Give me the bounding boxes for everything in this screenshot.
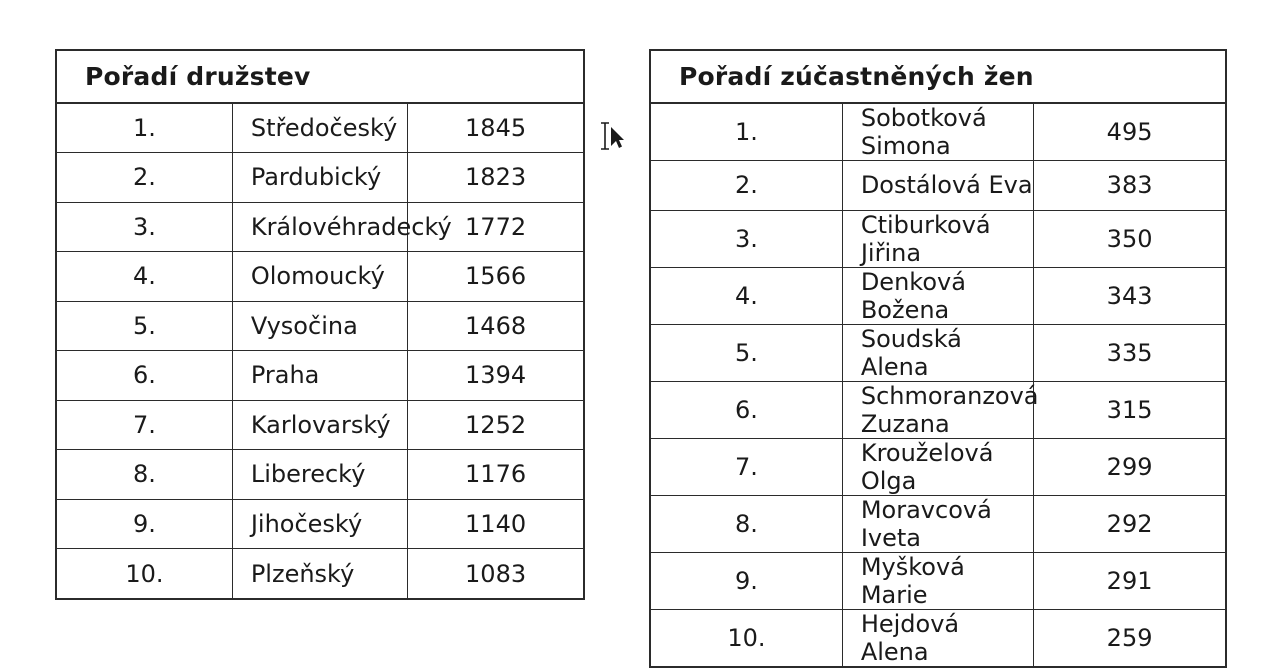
value-cell: 343 [1034,267,1225,324]
value-cell: 299 [1034,438,1225,495]
value-cell: 292 [1034,495,1225,552]
value-cell: 335 [1034,324,1225,381]
table-row [651,103,1225,161]
name-cell: Plzeňský [232,549,407,599]
table-row [651,609,1225,666]
name-cell: Soudská Alena [842,324,1033,381]
name-cell: Dostálová Eva [842,161,1033,211]
value-cell: 1083 [408,549,583,599]
women-table [651,51,1225,666]
rank-cell: 4. [651,267,842,324]
value-cell: 1252 [408,400,583,450]
name-cell: Myšková Marie [842,552,1033,609]
rank-cell: 5. [651,324,842,381]
women-table-head [651,51,1225,103]
rank-cell: 10. [651,609,842,666]
table-row [57,103,583,153]
value-cell: 1468 [408,301,583,351]
teams-table-body [57,103,583,598]
table-row [651,495,1225,552]
table-row [57,252,583,302]
table-row [651,552,1225,609]
teams-table-header-row [57,51,583,103]
value-cell: 350 [1034,210,1225,267]
rank-cell: 6. [651,381,842,438]
teams-table-title: Pořadí družstev [57,51,583,103]
name-cell: Olomoucký [232,252,407,302]
rank-cell: 9. [57,499,232,549]
women-table-header-row [651,51,1225,103]
rank-cell: 8. [651,495,842,552]
name-cell: Moravcová Iveta [842,495,1033,552]
value-cell: 1140 [408,499,583,549]
value-cell: 1823 [408,153,583,203]
table-row [57,202,583,252]
rank-cell: 5. [57,301,232,351]
rank-cell: 10. [57,549,232,599]
value-cell: 495 [1034,103,1225,161]
name-cell: Karlovarský [232,400,407,450]
rank-cell: 7. [651,438,842,495]
table-row [651,381,1225,438]
value-cell: 1394 [408,351,583,401]
rank-cell: 3. [57,202,232,252]
teams-table [57,51,583,598]
value-cell: 1566 [408,252,583,302]
name-cell: Středočeský [232,103,407,153]
women-table-title: Pořadí zúčastněných žen [651,51,1225,103]
name-cell: Schmoranzová Zuzana [842,381,1033,438]
rank-cell: 3. [651,210,842,267]
table-row [57,450,583,500]
text-cursor-icon [598,122,624,152]
table-row [57,499,583,549]
name-cell: Ctiburková Jiřina [842,210,1033,267]
value-cell: 291 [1034,552,1225,609]
teams-table-head [57,51,583,103]
table-row [57,549,583,599]
women-ranking-table [649,49,1227,668]
rank-cell: 7. [57,400,232,450]
value-cell: 315 [1034,381,1225,438]
table-row [57,153,583,203]
table-row [57,400,583,450]
table-row [57,351,583,401]
table-row [651,324,1225,381]
name-cell: Denková Božena [842,267,1033,324]
value-cell: 383 [1034,161,1225,211]
rank-cell: 9. [651,552,842,609]
table-row [651,210,1225,267]
rank-cell: 8. [57,450,232,500]
rank-cell: 1. [57,103,232,153]
value-cell: 259 [1034,609,1225,666]
name-cell: Krouželová Olga [842,438,1033,495]
rank-cell: 2. [57,153,232,203]
value-cell: 1176 [408,450,583,500]
name-cell: Jihočeský [232,499,407,549]
table-row [651,161,1225,211]
rank-cell: 4. [57,252,232,302]
name-cell: Liberecký [232,450,407,500]
name-cell: Sobotková Simona [842,103,1033,161]
name-cell: Vysočina [232,301,407,351]
value-cell: 1845 [408,103,583,153]
name-cell: Praha [232,351,407,401]
value-cell: 1772 [408,202,583,252]
table-row [651,267,1225,324]
name-cell: Královéhradecký [232,202,407,252]
rank-cell: 1. [651,103,842,161]
table-row [651,438,1225,495]
rank-cell: 6. [57,351,232,401]
table-row [57,301,583,351]
name-cell: Pardubický [232,153,407,203]
rank-cell: 2. [651,161,842,211]
teams-ranking-table [55,49,585,600]
women-table-body [651,103,1225,666]
name-cell: Hejdová Alena [842,609,1033,666]
